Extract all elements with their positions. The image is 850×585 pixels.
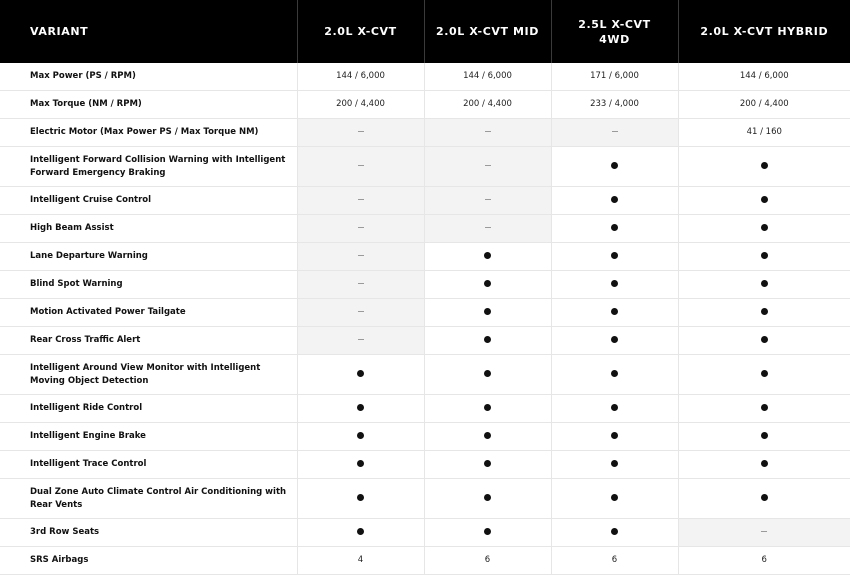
table-row [0,547,850,575]
available-cell [551,271,678,299]
feature-label: Intelligent Forward Collision Warning with Intelligent Forward Emergency Braking [0,147,297,187]
available-cell [551,327,678,355]
bullet-dot-icon [357,494,364,501]
table-row [0,119,850,147]
not-available-cell [424,147,551,187]
available-cell [424,519,551,547]
available-cell [678,355,850,395]
available-cell [678,423,850,451]
table-row [0,215,850,243]
not-available-cell [297,187,424,215]
available-cell [297,355,424,395]
bullet-dot-icon [611,494,618,501]
bullet-dot-icon [761,494,768,501]
dash-icon [485,131,491,132]
table-row [0,91,850,119]
dash-icon [358,255,364,256]
available-cell [424,479,551,519]
bullet-dot-icon [761,370,768,377]
available-cell [551,355,678,395]
bullet-dot-icon [611,336,618,343]
available-cell [424,423,551,451]
feature-label: Rear Cross Traffic Alert [0,327,297,355]
bullet-dot-icon [761,280,768,287]
table-row [0,451,850,479]
bullet-dot-icon [484,528,491,535]
table-row [0,63,850,91]
dash-icon [358,165,364,166]
bullet-dot-icon [761,336,768,343]
available-cell [551,395,678,423]
not-available-cell [424,187,551,215]
feature-label: SRS Airbags [0,547,297,575]
header-row [0,0,850,63]
table-row [0,423,850,451]
variant-header-2-0l-x-cvt-mid: 2.0L X-CVT MID [424,0,551,63]
value-cell: 6 [424,547,551,575]
variant-header-2-5l-x-cvt-4wd: 2.5L X-CVT 4WD [551,0,678,63]
bullet-dot-icon [611,432,618,439]
available-cell [424,299,551,327]
bullet-dot-icon [761,308,768,315]
feature-label: High Beam Assist [0,215,297,243]
available-cell [678,215,850,243]
feature-label: Intelligent Engine Brake [0,423,297,451]
bullet-dot-icon [484,494,491,501]
not-available-cell [297,147,424,187]
feature-label: 3rd Row Seats [0,519,297,547]
bullet-dot-icon [761,404,768,411]
available-cell [678,479,850,519]
value-cell: 200 / 4,400 [678,91,850,119]
available-cell [551,479,678,519]
bullet-dot-icon [611,370,618,377]
bullet-dot-icon [484,336,491,343]
available-cell [678,451,850,479]
value-cell: 171 / 6,000 [551,63,678,91]
bullet-dot-icon [761,252,768,259]
available-cell [424,327,551,355]
bullet-dot-icon [761,224,768,231]
table-row [0,187,850,215]
not-available-cell [297,327,424,355]
available-cell [551,147,678,187]
dash-icon [358,339,364,340]
available-cell [424,355,551,395]
bullet-dot-icon [484,280,491,287]
bullet-dot-icon [761,460,768,467]
table-row [0,327,850,355]
feature-label: Motion Activated Power Tailgate [0,299,297,327]
feature-label: Intelligent Cruise Control [0,187,297,215]
dash-icon [612,131,618,132]
bullet-dot-icon [484,460,491,467]
available-cell [297,395,424,423]
bullet-dot-icon [484,252,491,259]
bullet-dot-icon [611,308,618,315]
not-available-cell [297,215,424,243]
not-available-cell [297,119,424,147]
available-cell [297,451,424,479]
bullet-dot-icon [484,404,491,411]
value-cell: 6 [551,547,678,575]
bullet-dot-icon [611,528,618,535]
available-cell [424,243,551,271]
bullet-dot-icon [357,404,364,411]
dash-icon [358,199,364,200]
bullet-dot-icon [611,404,618,411]
not-available-cell [424,119,551,147]
bullet-dot-icon [611,280,618,287]
available-cell [678,299,850,327]
not-available-cell [678,519,850,547]
bullet-dot-icon [611,252,618,259]
variant-header-2-0l-x-cvt-hybrid: 2.0L X-CVT HYBRID [678,0,850,63]
available-cell [424,395,551,423]
value-cell: 41 / 160 [678,119,850,147]
not-available-cell [424,215,551,243]
available-cell [551,519,678,547]
feature-label: Intelligent Ride Control [0,395,297,423]
dash-icon [761,531,767,532]
table-row [0,355,850,395]
table-row [0,299,850,327]
dash-icon [358,283,364,284]
feature-label: Lane Departure Warning [0,243,297,271]
available-cell [297,423,424,451]
feature-label: Blind Spot Warning [0,271,297,299]
available-cell [551,187,678,215]
available-cell [678,271,850,299]
available-cell [424,271,551,299]
feature-label: Max Power (PS / RPM) [0,63,297,91]
feature-label: Intelligent Around View Monitor with Intelligent Moving Object Detection [0,355,297,395]
available-cell [678,243,850,271]
available-cell [551,451,678,479]
available-cell [678,187,850,215]
table-body [0,63,850,575]
value-cell: 200 / 4,400 [297,91,424,119]
available-cell [424,451,551,479]
available-cell [678,147,850,187]
variant-header-2-0l-x-cvt: 2.0L X-CVT [297,0,424,63]
available-cell [678,327,850,355]
feature-label: Max Torque (NM / RPM) [0,91,297,119]
bullet-dot-icon [611,196,618,203]
value-cell: 200 / 4,400 [424,91,551,119]
not-available-cell [297,243,424,271]
feature-label: Intelligent Trace Control [0,451,297,479]
table-row [0,479,850,519]
not-available-cell [297,271,424,299]
bullet-dot-icon [761,162,768,169]
available-cell [297,519,424,547]
dash-icon [485,199,491,200]
bullet-dot-icon [357,528,364,535]
dash-icon [485,227,491,228]
table-row [0,271,850,299]
bullet-dot-icon [357,432,364,439]
available-cell [297,479,424,519]
table-row [0,519,850,547]
bullet-dot-icon [357,460,364,467]
bullet-dot-icon [761,432,768,439]
value-cell: 4 [297,547,424,575]
value-cell: 233 / 4,000 [551,91,678,119]
dash-icon [358,131,364,132]
available-cell [551,299,678,327]
bullet-dot-icon [611,162,618,169]
table-row [0,395,850,423]
available-cell [551,423,678,451]
value-cell: 144 / 6,000 [297,63,424,91]
not-available-cell [551,119,678,147]
feature-label: Dual Zone Auto Climate Control Air Conditioning with Rear Vents [0,479,297,519]
available-cell [551,215,678,243]
bullet-dot-icon [761,196,768,203]
variant-column-header: VARIANT [0,0,297,63]
bullet-dot-icon [484,308,491,315]
dash-icon [485,165,491,166]
not-available-cell [297,299,424,327]
available-cell [678,395,850,423]
value-cell: 6 [678,547,850,575]
value-cell: 144 / 6,000 [678,63,850,91]
table-row [0,147,850,187]
bullet-dot-icon [611,224,618,231]
bullet-dot-icon [484,370,491,377]
dash-icon [358,311,364,312]
dash-icon [358,227,364,228]
feature-label: Electric Motor (Max Power PS / Max Torque NM) [0,119,297,147]
table-header [0,0,850,63]
table-row [0,243,850,271]
bullet-dot-icon [484,432,491,439]
available-cell [551,243,678,271]
bullet-dot-icon [357,370,364,377]
bullet-dot-icon [611,460,618,467]
value-cell: 144 / 6,000 [424,63,551,91]
